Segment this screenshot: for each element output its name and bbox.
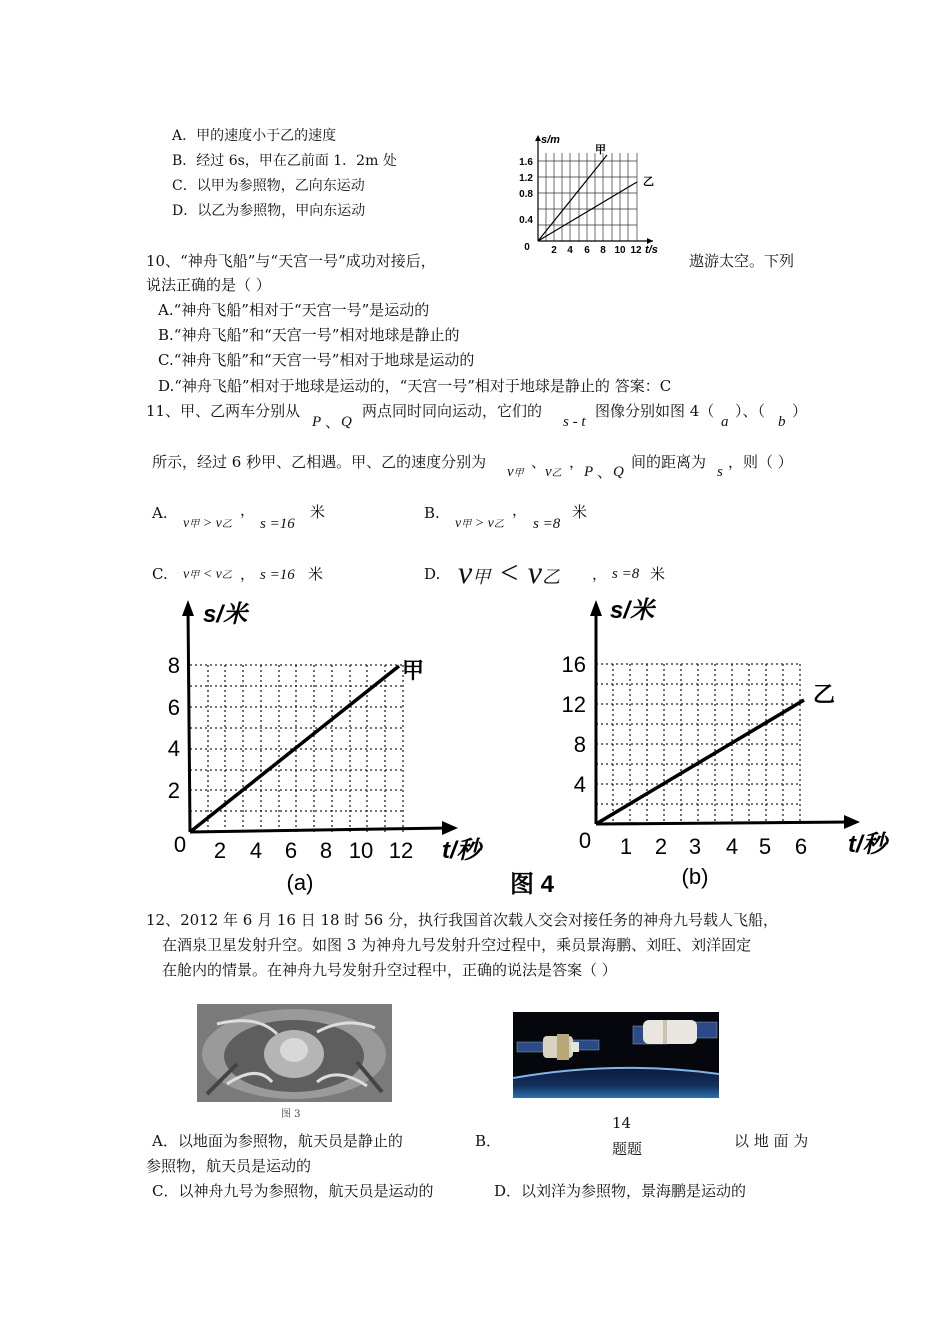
fig4a-ytick: 8	[167, 653, 180, 678]
fig4a-xlabel: t/秒	[442, 837, 481, 864]
q11-option-d-unit: 米	[650, 565, 666, 583]
q12-option-b-line2: 参照物，航天员是运动的	[146, 1157, 312, 1175]
fig4b-xtick: 3	[688, 834, 702, 859]
q9-xtick: 10	[614, 245, 626, 256]
q11-stem-4: ）、（	[735, 402, 766, 420]
q10-option-d: D.“神舟飞船”相对于地球是运动的，“天宫一号”相对于地球是静止的 答案：C	[158, 377, 672, 395]
q11-option-a-unit: 米	[310, 503, 326, 521]
q11-line2-a: 所示，经过 6 秒甲、乙相遇。甲、乙的速度分别为	[152, 453, 487, 471]
q9-option-c: C．以甲为参照物，乙向东运动	[172, 178, 365, 194]
q9-xtick: 12	[630, 245, 642, 256]
q9-option-a: A．甲的速度小于乙的速度	[172, 128, 337, 144]
q11-point-p: P	[312, 414, 322, 430]
q10-stem-left: 10、“神舟飞船”与“天宫一号”成功对接后，	[146, 252, 436, 270]
q10-option-b: B.“神舟飞船”和“天宫一号”相对地球是静止的	[158, 326, 460, 344]
q9-xtick: 2	[551, 245, 557, 256]
q11-comma1: ，	[569, 453, 585, 471]
fig4a-chart	[168, 600, 485, 895]
fig4b-ytick: 4	[573, 772, 586, 797]
q11-option-a-label: A.	[152, 504, 168, 522]
q9-ytick: 1.2	[519, 173, 533, 184]
fig4b-xtick: 5	[758, 834, 772, 859]
q9-ytick: 0.4	[519, 215, 533, 226]
q11-p2: P	[584, 464, 594, 480]
q9-xtick: 4	[567, 245, 573, 256]
fig4b-ylabel: s/米	[610, 597, 655, 624]
q11-sep3: 、	[597, 463, 613, 481]
q9-graph-line-jia: 甲	[595, 144, 606, 156]
fig4b-xlabel: t/秒	[848, 831, 887, 858]
fig4a-ylabel: s/米	[203, 601, 248, 628]
fig14-caption-text: 题题	[612, 1140, 643, 1158]
q10-option-a: A.“神舟飞船”相对于“天宫一号”是运动的	[158, 301, 430, 319]
fig4b-ytick: 16	[561, 652, 586, 677]
q11-option-c-expr: v甲 < v乙	[183, 567, 232, 582]
q11-option-c-unit: 米	[308, 565, 324, 583]
q9-ytick: 1.6	[519, 157, 533, 168]
q11-option-c-value: s =16	[260, 567, 295, 583]
q11-option-a-expr: v甲 > v乙	[183, 516, 232, 531]
q11-option-b-comma: ，	[512, 501, 528, 519]
fig4a-xtick: 6	[284, 838, 298, 863]
q11-option-a-value: s =16	[260, 516, 295, 532]
q11-label-b: b	[778, 414, 786, 430]
fig4a-caption: (a)	[286, 870, 314, 895]
fig4a-xtick: 4	[249, 838, 263, 863]
q11-option-d-label: D.	[424, 565, 441, 583]
fig4a-xtick: 0	[173, 832, 187, 857]
q9-st-graph	[505, 125, 675, 260]
fig4-title: 图 4	[509, 871, 555, 898]
q9-xtick: 6	[584, 245, 590, 256]
q12-line2: 在酒泉卫星发射升空。如图 3 为神舟九号发射升空过程中，乘员景海鹏、刘旺、刘洋固定	[162, 936, 752, 954]
q12-option-b-tail: 以 地 面 为	[734, 1132, 809, 1150]
fig3-caption: 图 3	[281, 1109, 301, 1120]
fig4b-ytick: 12	[561, 692, 586, 717]
fig4b-line-label: 乙	[813, 682, 836, 707]
q11-option-a-comma: ，	[240, 501, 256, 519]
q10-stem-right: 遨游太空。下列	[689, 252, 795, 270]
q12-line3: 在舱内的情景。在神舟九号发射升空过程中，正确的说法是答案（ ）	[162, 961, 617, 979]
fig4b-ytick: 8	[573, 732, 586, 757]
fig4b-xtick: 4	[725, 834, 739, 859]
q11-option-b-unit: 米	[572, 503, 588, 521]
q11-stem-3: 图像分别如图 4（	[595, 402, 715, 420]
fig4b-xtick: 2	[654, 834, 668, 859]
figure-4	[140, 590, 950, 910]
q11-option-b-value: s =8	[533, 516, 561, 532]
fig3-cabin-photo	[197, 1004, 392, 1102]
q10-stem-line2: 说法正确的是（ ）	[146, 276, 271, 294]
fig4a-xtick: 8	[319, 838, 333, 863]
q11-st: s - t	[563, 414, 586, 430]
q11-line2-c: ，则（ ）	[728, 453, 793, 471]
q11-line2-b: 间的距离为	[631, 453, 707, 471]
fig14-docking-photo	[513, 1012, 719, 1098]
fig4b-chart	[562, 597, 891, 889]
q12-option-b-label: B．	[475, 1132, 502, 1150]
q11-sep2: 、	[531, 453, 547, 471]
q11-option-d-value: s =8	[612, 566, 640, 582]
fig4a-xtick: 10	[348, 838, 374, 863]
q9-ytick: 0.8	[519, 189, 533, 200]
fig4b-caption: (b)	[681, 864, 709, 889]
q11-sep: 、	[325, 413, 341, 431]
fig4a-ytick: 6	[167, 695, 180, 720]
q11-s: s	[717, 464, 723, 480]
fig4b-xtick: 6	[794, 834, 808, 859]
q11-option-b-expr: v甲 > v乙	[455, 516, 504, 531]
fig4a-xtick: 12	[388, 838, 414, 863]
q12-option-c: C．以神舟九号为参照物，航天员是运动的	[152, 1182, 434, 1200]
q9-graph-xlabel: t/s	[645, 244, 658, 256]
q10-option-c: C.“神舟飞船”和“天宫一号”相对于地球是运动的	[158, 351, 475, 369]
q9-graph-line-yi: 乙	[643, 176, 654, 188]
q11-option-d-comma: ，	[592, 565, 608, 583]
fig14-caption-number: 14	[612, 1114, 632, 1132]
q11-stem-5: ）	[792, 402, 808, 420]
q12-line1: 12、2012 年 6 月 16 日 18 时 56 分，执行我国首次载人交会对接任务的神舟九号载人飞船，	[146, 911, 778, 929]
q11-point-q: Q	[341, 414, 352, 430]
q11-option-c-comma: ，	[240, 565, 256, 583]
fig4a-ytick: 2	[167, 778, 180, 803]
q9-graph-ylabel: s/m	[541, 134, 560, 146]
q9-option-b: B．经过 6s，甲在乙前面 1．2m 处	[172, 153, 397, 169]
fig4b-xtick: 1	[619, 834, 633, 859]
q11-option-d-expr: v甲 < v乙	[458, 554, 560, 590]
q9-xtick: 8	[600, 245, 606, 256]
q11-v-jia: v甲	[507, 464, 524, 480]
q12-option-a: A．以地面为参照物，航天员是静止的	[152, 1132, 403, 1150]
fig4b-xtick: 0	[578, 828, 592, 853]
q11-label-a: a	[721, 414, 729, 430]
q11-option-b-label: B.	[424, 504, 440, 522]
fig4a-line-label: 甲	[402, 658, 425, 683]
q11-q2: Q	[613, 464, 624, 480]
q11-stem-2: 两点同时同向运动，它们的	[362, 402, 543, 420]
fig4a-xtick: 2	[213, 838, 227, 863]
q9-option-d: D．以乙为参照物，甲向东运动	[172, 203, 366, 219]
fig4a-ytick: 4	[167, 736, 180, 761]
q9-xtick: 0	[524, 242, 530, 253]
q11-option-c-label: C.	[152, 565, 168, 583]
q11-stem-1: 11、甲、乙两车分别从	[146, 402, 301, 420]
q11-v-yi: v乙	[545, 464, 562, 480]
q12-option-d: D．以刘洋为参照物，景海鹏是运动的	[494, 1182, 747, 1200]
